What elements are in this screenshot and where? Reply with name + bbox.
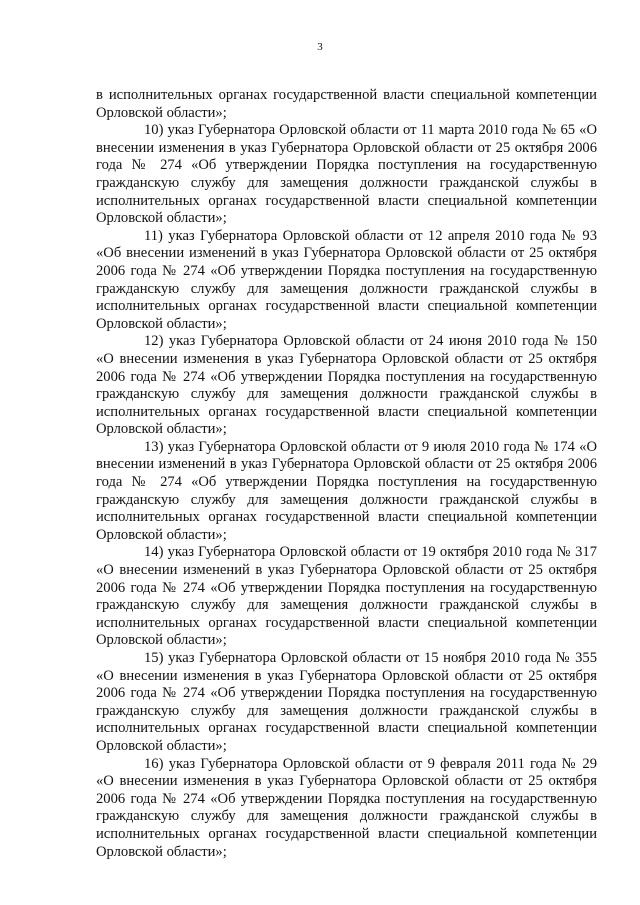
paragraph-1: в исполнительных органах государственной власти специальной компетенции Орловской области»; bbox=[96, 87, 597, 121]
paragraph-2: 10) указ Губернатора Орловской области от 11 марта 2010 года № 65 «О внесении изменения в указ Губернатора Орловской области от 25 октября 2006 года № 274 «Об утверждении Порядка поступления на государственную гражданскую службу для замещения должности гражданской службы в исполнительных органах государственной власти специальной компетенции Орловской области»; bbox=[96, 122, 597, 227]
document-body bbox=[96, 87, 597, 861]
paragraph-8: 16) указ Губернатора Орловской области от 9 февраля 2011 года № 29 «О внесении изменения в указ Губернатора Орловской области от 25 октября 2006 года № 274 «Об утверждении Порядка поступления на государственную гражданскую службу для замещения должности гражданской службы в исполнительных органах государственной власти специальной компетенции Орловской области»; bbox=[96, 755, 597, 860]
paragraph-4: 12) указ Губернатора Орловской области от 24 июня 2010 года № 150 «О внесении изменения в указ Губернатора Орловской области от 25 октября 2006 года № 274 «Об утверждении Порядка поступления на государственную гражданскую службу для замещения должности гражданской службы в исполнительных органах государственной власти специальной компетенции Орловской области»; bbox=[96, 333, 597, 438]
paragraph-7: 15) указ Губернатора Орловской области от 15 ноября 2010 года № 355 «О внесении изменения в указ Губернатора Орловской области от 25 октября 2006 года № 274 «Об утверждении Порядка поступления на государственную гражданскую службу для замещения должности гражданской службы в исполнительных органах государственной власти специальной компетенции Орловской области»; bbox=[96, 650, 597, 754]
page-number: 3 bbox=[317, 41, 323, 53]
paragraph-3: 11) указ Губернатора Орловской области от 12 апреля 2010 года № 93 «Об внесении изменений в указ Губернатора Орловской области от 25 октября 2006 года № 274 «Об утверждении Порядка поступления на государственную гражданскую службу для замещения должности гражданской службы в исполнительных органах государственной власти специальной компетенции Орловской области»; bbox=[96, 227, 597, 332]
paragraph-6: 14) указ Губернатора Орловской области от 19 октября 2010 года № 317 «О внесении изменений в указ Губернатора Орловской области от 25 октября 2006 года № 274 «Об утверждении Порядка поступления на государственную гражданскую службу для замещения должности гражданской службы в исполнительных органах государственной власти специальной компетенции Орловской области»; bbox=[96, 544, 597, 649]
paragraph-5: 13) указ Губернатора Орловской области от 9 июля 2010 года № 174 «О внесении изменений в указ Губернатора Орловской области от 25 октября 2006 года № 274 «Об утверждении Порядка поступления на государственную гражданскую службу для замещения должности гражданской службы в исполнительных органах государственной власти специальной компетенции Орловской области»; bbox=[96, 438, 597, 543]
